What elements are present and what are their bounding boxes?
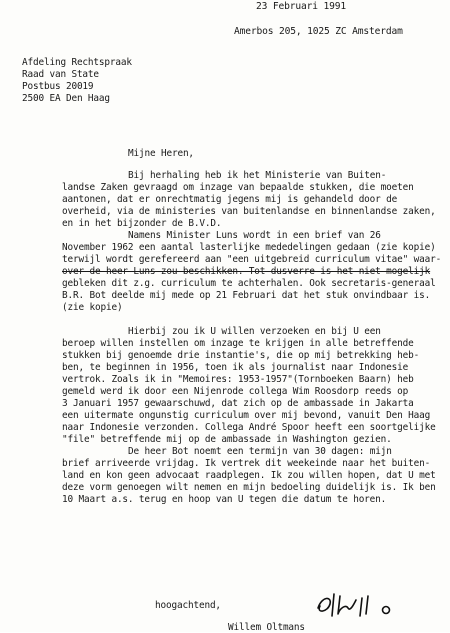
closing: hoogachtend, [155, 600, 221, 611]
body-line: November 1962 een aantal lasterlijke mededelingen gedaan (zie kopie) [62, 242, 436, 253]
recipient-line: Raad van State [22, 69, 99, 80]
body-line: deze vorm genoegen wilt nemen en mijn bedoeling duidelijk is. Ik ben [62, 482, 436, 493]
body-line: overheid, via de ministeries van buitenlandse en binnenlandse zaken, [62, 206, 436, 217]
signature-graphic [310, 590, 410, 620]
body-line: over de heer Luns zou beschikken. Tot dusverre is het niet mogelijk [62, 266, 431, 277]
body-line: terwijl wordt gerefereerd aan "een uitgebreid curriculum vitae" waar- [62, 254, 442, 265]
body-line: brief arriveerde vrijdag. Ik vertrek dit weekeinde naar het buiten- [62, 458, 431, 469]
body-line: aantonen, dat er onrechtmatig jegens mij is gehandeld door de [62, 194, 398, 205]
body-line: een uitermate ongunstig curriculum over mij bevond, vanuit Den Haag [62, 410, 431, 421]
body-line: Namens Minister Luns wordt in een brief van 26 [128, 230, 381, 241]
recipient-line: Afdeling Rechtspraak [22, 57, 132, 68]
body-line: naar Indonesie verzonden. Collega André Spoor heeft een soortgelijke [62, 422, 436, 433]
body-line: 3 Januari 1957 gewaarschuwd, dat zich op de ambassade in Jakarta [62, 398, 414, 409]
body-line: 10 Maart a.s. terug en hoop van U tegen die datum te horen. [62, 494, 387, 505]
body-line: De heer Bot noemt een termijn van 30 dagen: mijn [128, 446, 392, 457]
body-line: gemeld werd ik door een Nijenrode collega Wim Roosdorp reeds op [62, 386, 409, 397]
body-line: landse Zaken gevraagd om inzage van bepaalde stukken, die moeten [62, 182, 414, 193]
salutation: Mijne Heren, [128, 148, 194, 159]
body-line: stukken bij genoemde drie instantie's, die op mij betrekking heb- [62, 350, 420, 361]
body-line: en in het bijzonder de B.V.D. [62, 218, 222, 229]
signature-name: Willem Oltmans [228, 622, 305, 633]
body-line: land en kon geen advocaat raadplegen. Ik zou willen hopen, dat U met [62, 470, 436, 481]
letter-date: 23 Februari 1991 [256, 1, 347, 12]
body-line: "file" betreffende mij op de ambassade in Washington gezien. [62, 434, 392, 445]
body-line: beroep willen instellen om inzage te krijgen in alle betreffende [62, 338, 414, 349]
body-line: ben, te beginnen in 1956, toen ik als journalist naar Indonesie [62, 362, 409, 373]
body-line: vertrok. Zoals ik in "Memoires: 1953-1957"(Tornboeken Baarn) heb [62, 374, 414, 385]
body-line: gebleken dit z.g. curriculum te achterhalen. Ook secretaris-generaal [62, 278, 436, 289]
body-line: (zie kopie) [62, 302, 123, 313]
recipient-line: 2500 EA Den Haag [22, 93, 110, 104]
body-line: B.R. Bot deelde mij mede op 21 Februari dat het stuk onvindbaar is. [62, 290, 431, 301]
recipient-line: Postbus 20019 [22, 81, 94, 92]
body-line: Bij herhaling heb ik het Ministerie van Buiten- [128, 170, 387, 181]
sender-address: Amerbos 205, 1025 ZC Amsterdam [234, 26, 403, 37]
body-line: Hierbij zou ik U willen verzoeken en bij U een [128, 326, 381, 337]
